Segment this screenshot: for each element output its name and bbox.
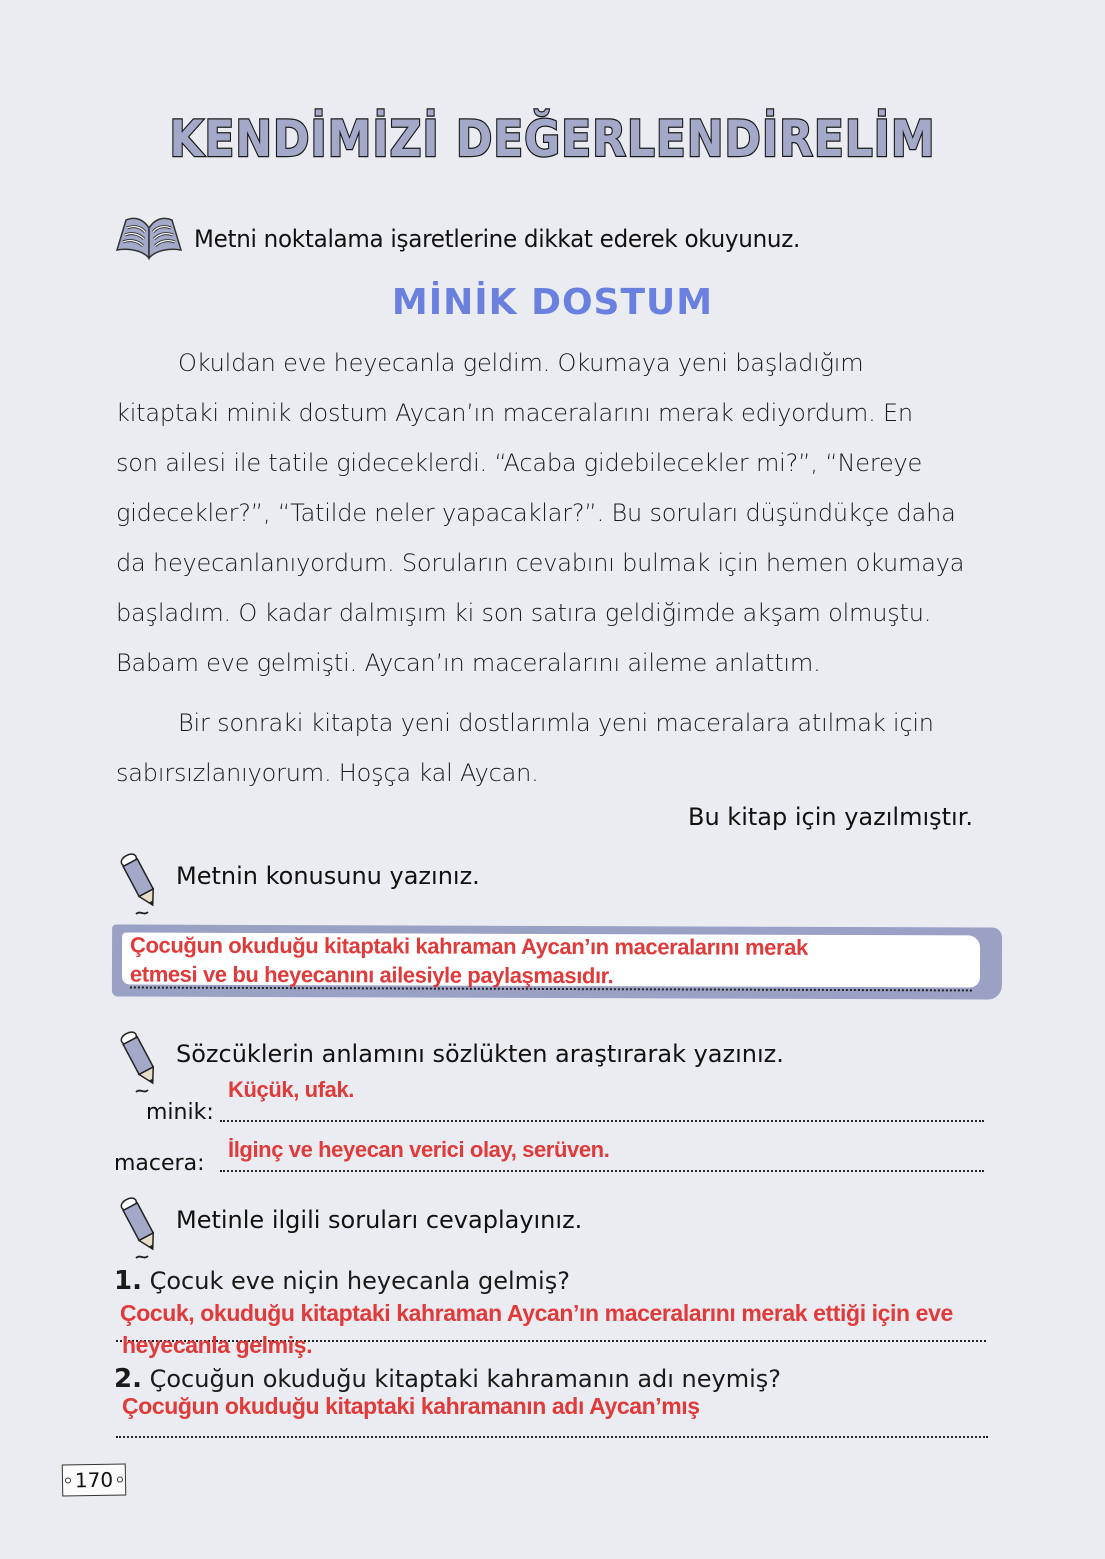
word-input-macera[interactable]	[220, 1170, 984, 1172]
question-2-answer-line: Çocuğun okuduğu kitaptaki kahramanın adı Aycan’mış	[122, 1393, 700, 1419]
answer-dotted-line	[130, 987, 972, 992]
word-answer-minik: Küçük, ufak.	[228, 1077, 355, 1102]
story-line: Okuldan eve heyecanla geldim. Okumaya yeni başladığım	[178, 349, 864, 377]
pencil-icon	[118, 848, 164, 922]
story-line: Bir sonraki kitapta yeni dostlarımla yeni maceralara atılmak için	[178, 709, 934, 737]
page-title: KENDİMİZİ DEĞERLENDİRELİM	[169, 110, 936, 168]
question-number: 2.	[114, 1364, 142, 1394]
question-1-answer-line: Çocuk, okuduğu kitaptaki kahraman Aycan’ın maceralarını merak ettiği için eve	[120, 1300, 953, 1326]
task-heading: Metinle ilgili soruları cevaplayınız.	[176, 1206, 583, 1234]
page-number-tag	[62, 1463, 127, 1496]
story-line: da heyecanlanıyordum. Soruların cevabını bulmak için hemen okumaya	[116, 549, 965, 577]
task-vocabulary	[118, 1026, 784, 1100]
instruction-text: Metni noktalama işaretlerine dikkat ederek okuyunuz.	[194, 225, 801, 253]
question-2-input[interactable]	[116, 1436, 988, 1438]
topic-answer-line: Çocuğun okuduğu kitaptaki kahraman Aycan’ın maceralarını merak	[130, 932, 808, 960]
story-text	[116, 338, 996, 798]
question-text: Çocuk eve niçin heyecanla gelmiş?	[149, 1267, 570, 1295]
story-line: Babam eve gelmişti. Aycan’ın maceralarını aileme anlattım.	[116, 649, 821, 677]
task-topic	[118, 848, 480, 922]
pencil-icon	[118, 1026, 164, 1100]
tag-hole-icon	[117, 1476, 123, 1482]
open-book-icon	[114, 212, 184, 266]
story-title: MİNİK DOSTUM	[391, 282, 714, 323]
task-questions	[118, 1192, 582, 1266]
pencil-icon	[118, 1192, 164, 1266]
story-line: gidecekler?”, “Tatilde neler yapacaklar?”. Bu soruları düşündükçe daha	[116, 499, 956, 527]
story-source: Bu kitap için yazılmıştır.	[688, 803, 973, 831]
question-1	[114, 1266, 570, 1296]
word-label-minik: minik:	[146, 1100, 214, 1125]
question-number: 1.	[114, 1266, 142, 1296]
story-line: son ailesi ile tatile gideceklerdi. “Acaba gidebilecekler mi?”, “Nereye	[116, 449, 923, 477]
story-line: kitaptaki minik dostum Aycan’ın maceralarını merak ediyordum. En	[116, 399, 913, 427]
word-answer-macera: İlginç ve heyecan verici olay, serüven.	[228, 1137, 610, 1162]
page-number: 170	[74, 1467, 114, 1493]
tag-hole-icon	[65, 1477, 71, 1483]
word-input-minik[interactable]	[220, 1120, 984, 1122]
story-line: sabırsızlanıyorum. Hoşça kal Aycan.	[116, 759, 539, 787]
question-2	[114, 1364, 781, 1394]
question-1-answer-line: heyecanla gelmiş.	[122, 1332, 313, 1358]
topic-answer-line: etmesi ve bu heyecanını ailesiyle paylaşmasıdır.	[129, 961, 614, 989]
reading-instruction	[114, 212, 825, 266]
word-label-macera: macera:	[114, 1151, 205, 1176]
story-line: başladım. O kadar dalmışım ki son satıra geldiğimde akşam olmuştu.	[116, 599, 932, 627]
topic-answer-box[interactable]	[112, 924, 1002, 999]
question-text: Çocuğun okuduğu kitaptaki kahramanın adı neymiş?	[149, 1365, 782, 1393]
task-heading: Metnin konusunu yazınız.	[176, 862, 480, 890]
task-heading: Sözcüklerin anlamını sözlükten araştırarak yazınız.	[176, 1040, 784, 1068]
